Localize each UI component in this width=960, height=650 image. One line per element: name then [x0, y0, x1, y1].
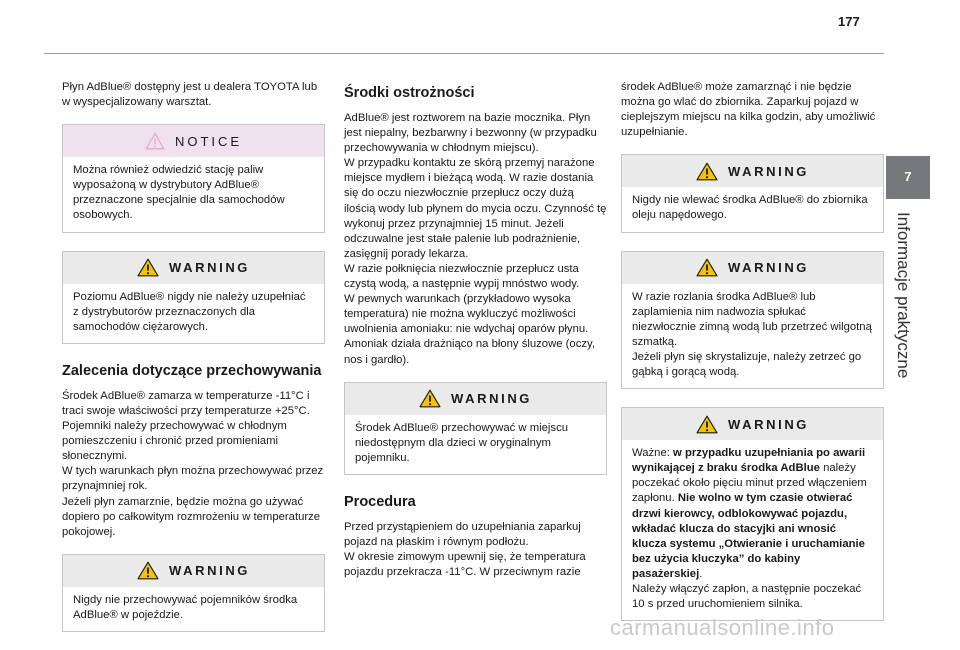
chapter-tab-rule: [886, 198, 930, 199]
notice-text: Można również odwiedzić stację paliw wyposażoną w dystrybutory AdBlue® przeznaczone specjalnie dla samochodów osobowych.: [73, 164, 285, 222]
warning-text: Należy włączyć zapłon, a następnie poczekać 10 s przed uruchomieniem silnika.: [632, 582, 862, 611]
warning-text: Jeżeli płyn się skrystalizuje, należy zetrzeć go gąbką i gorącą wodą.: [632, 350, 862, 379]
warning-box: [621, 407, 884, 621]
precautions-paragraph: AdBlue® jest roztworem na bazie mocznika. Płyn jest niepalny, bezbarwny i bezwonny (w przypadku przechowywania w chłodnym miejscu).: [344, 112, 597, 155]
precautions-paragraph: W przypadku kontaktu ze skórą przemyj narażone miejsce mydłem i bieżącą wodą. W razie dostania się do oczu niezwłocznie przepłucz oczy dużą ilością wody lub płynem do mycia oczu. Czynność tę wykonuj przez przynajmniej 15 minut. Jeżeli odczuwalne jest stałe palenie lub podrażnienie, zasięgnij porady lekarza.: [344, 157, 607, 260]
adblue-availability-text: Płyn AdBlue® dostępny jest u dealera TOYOTA lub w wyspecjalizowany warsztat.: [62, 81, 318, 109]
precautions-heading: Środki ostrożności: [344, 85, 475, 101]
warning-triangle-icon: [696, 162, 718, 181]
storage-paragraph: Jeżeli płyn zamarznie, będzie można go używać dopiero po całkowitym rozmrożeniu w temperaturze pokojowej.: [62, 495, 321, 538]
chapter-tab[interactable]: 7: [886, 156, 930, 198]
notice-triangle-icon: [145, 132, 165, 150]
warning-box: [62, 554, 325, 632]
warning-triangle-icon: [137, 561, 159, 580]
page-number: 177: [838, 14, 860, 29]
column-2: [344, 84, 607, 580]
storage-paragraph: Środek AdBlue® zamarza w temperaturze -11°C i traci swoje właściwości przy temperaturze +25°C. Pojemniki należy przechowywać w chłodnym pomieszczeniu i chronić przed promieniami słonecznymi.: [62, 389, 310, 463]
warning-label: WARNING: [168, 260, 251, 276]
procedure-heading: Procedura: [344, 493, 416, 510]
warning-triangle-icon: [419, 389, 441, 408]
notice-label: NOTICE: [174, 133, 243, 149]
warning-triangle-icon: [137, 258, 159, 277]
warning-text: Środek AdBlue® przechowywać w miejscu niedostępnym dla dzieci w oryginalnym pojemniku.: [355, 421, 569, 464]
warning-triangle-icon: [696, 258, 718, 277]
warning-text: Nigdy nie wlewać środka AdBlue® do zbiornika oleju napędowego.: [632, 194, 868, 222]
warning-text: Poziomu AdBlue® nigdy nie należy uzupełniać z dystrybutorów przeznaczonych dla samochodów ciężarowych.: [73, 290, 306, 333]
warning-label: WARNING: [727, 260, 810, 276]
warning-text: W razie rozlania środka AdBlue® lub zaplamienia nim nadwozia spłukać niezwłocznie zimną wodą lub przetrzeć wilgotną szmatką.: [632, 290, 872, 348]
column-3: [621, 80, 884, 639]
watermark: carmanualsonline.info: [610, 615, 835, 640]
warning-triangle-icon: [696, 415, 718, 434]
warning-text-part: .: [699, 567, 703, 580]
procedure-paragraph: Przed przystąpieniem do uzupełniania zaparkuj pojazd na płaskim i równym podłożu.: [344, 520, 581, 548]
warning-text: [632, 446, 873, 582]
column-1: [62, 80, 325, 650]
warning-emphasis: Nie wolno w tym czasie otwierać drzwi kierowcy, odblokowywać pojazdu, wkładać klucza do stacyjki ani wnosić klucza systemu „Otwieranie i uruchamianie bez użycia kluczyka” do kabiny pasażerskiej: [632, 492, 865, 580]
header-rule: [44, 53, 884, 54]
warning-box: [621, 251, 884, 390]
warning-box: [62, 251, 325, 344]
warning-label: WARNING: [727, 416, 810, 432]
warning-label: WARNING: [450, 391, 533, 407]
precautions-paragraph: W pewnych warunkach (przykładowo wysoka temperatura) nie można wykluczyć możliwości uwolnienia amoniaku: nie wdychaj oparów płynu. Amoniak działa drażniąco na błony śluzowe (oczy, nos i gardło).: [344, 293, 595, 366]
chapter-title: Informacje praktyczne: [894, 212, 914, 379]
warning-box: [621, 154, 884, 232]
warning-label: WARNING: [727, 163, 810, 179]
procedure-paragraph: W okresie zimowym upewnij się, że temperatura pojazdu przekracza -11°C. W przeciwnym razie: [344, 551, 586, 579]
freezing-text: środek AdBlue® może zamarznąć i nie będzie można go wlać do zbiornika. Zaparkuj pojazd w cieplejszym miejscu na kilka godzin, aby umożliwić uzupełnianie.: [621, 81, 876, 139]
warning-label: WARNING: [168, 563, 251, 579]
notice-box: [62, 124, 325, 232]
warning-text: Nigdy nie przechowywać pojemników środka AdBlue® w pojeździe.: [73, 593, 298, 621]
warning-lead: Ważne:: [632, 447, 674, 460]
warning-emphasis: w przypadku uzupełniania po awarii wynikającej z braku środka AdBlue: [632, 447, 866, 475]
storage-heading: Zalecenia dotyczące przechowywania: [62, 362, 322, 379]
warning-box: [344, 382, 607, 475]
warning-text-part: należy poczekać około pięciu minut przed włączeniem zapłonu.: [632, 462, 867, 505]
precautions-paragraph: W razie połknięcia niezwłocznie przepłucz usta czystą wodą, a następnie wypij mnóstwo wody.: [344, 262, 580, 291]
storage-paragraph: W tych warunkach płyn można przechowywać przez przynajmniej rok.: [62, 465, 324, 493]
